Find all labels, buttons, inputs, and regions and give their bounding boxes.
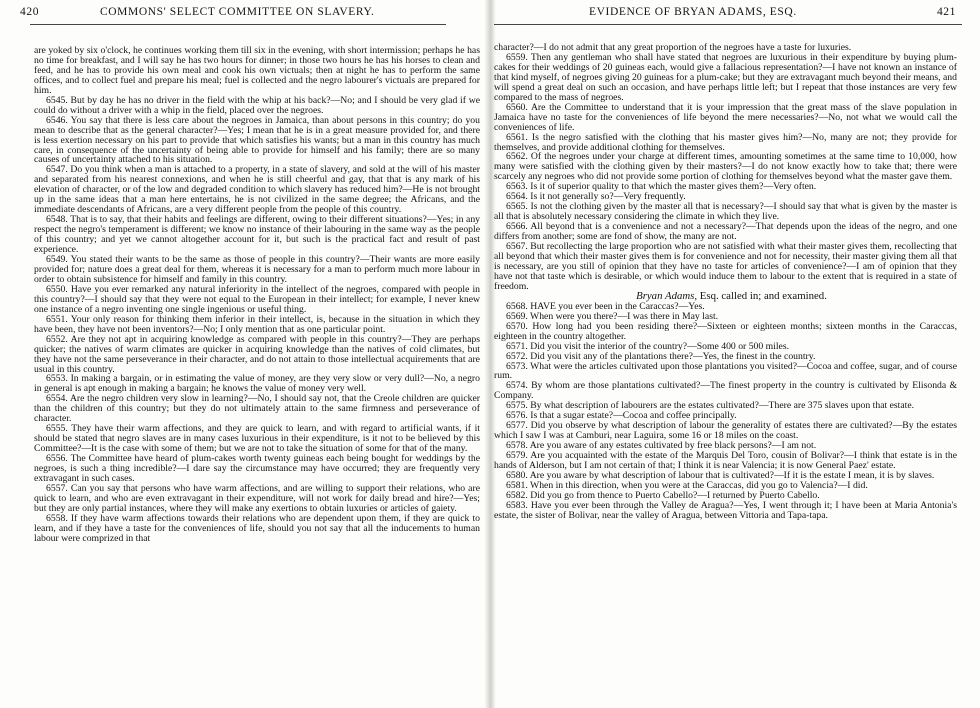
- question-number: 6568.: [506, 300, 528, 312]
- left-running-title: COMMONS' SELECT COMMITTEE ON SLAVERY.: [100, 6, 375, 18]
- right-text-after-witness: [494, 302, 957, 521]
- question-number: 6565.: [506, 201, 528, 213]
- right-body-text: [494, 43, 957, 706]
- question-paragraph: [494, 322, 957, 342]
- question-paragraph: [34, 424, 480, 454]
- question-text: How long had you been residing there?—Sixteen or eighteen months; sixteen months in the Caraccas, eighteen in the country altogether.: [494, 320, 957, 342]
- question-number: 6545.: [46, 94, 68, 106]
- question-paragraph: [34, 454, 480, 484]
- question-paragraph: [34, 394, 480, 424]
- question-text: When in this direction, when you were at the Caraccas, did you go to Valencia?—I did.: [530, 479, 868, 491]
- question-text: Are they not apt in acquiring knowledge as compared with people in this country?—They are perhaps quicker; the natives of warm climates are quicker in acquiring knowledge than the natives of cold climates, but they have not the same perseverance in their character, and do not attain to those intellectual acquirements that are usual in this country.: [34, 333, 480, 375]
- left-body-text: [34, 46, 480, 706]
- question-number: 6569.: [506, 310, 528, 322]
- question-paragraph: [494, 242, 957, 292]
- question-paragraph: [34, 315, 480, 335]
- question-number: 6576.: [506, 410, 528, 422]
- question-number: 6548.: [46, 214, 68, 226]
- question-number: 6556.: [46, 453, 68, 465]
- question-number: 6561.: [506, 131, 528, 143]
- question-number: 6555.: [46, 423, 68, 435]
- left-head-rule: [30, 24, 446, 25]
- question-paragraph: [34, 165, 480, 215]
- question-number: 6552.: [46, 333, 68, 345]
- right-page: [494, 0, 980, 708]
- question-number: 6566.: [506, 221, 528, 233]
- question-number: 6571.: [506, 340, 528, 352]
- question-paragraph: [34, 255, 480, 285]
- witness-called-in: Esq. called in; and examined.: [699, 289, 827, 302]
- question-number: 6563.: [506, 181, 528, 193]
- question-paragraph: [34, 215, 480, 255]
- question-paragraph: [494, 133, 957, 153]
- question-number: 6572.: [506, 350, 528, 362]
- question-paragraph: [34, 335, 480, 375]
- question-paragraph: [34, 285, 480, 315]
- question-number: 6574.: [506, 380, 528, 392]
- question-text: Have you ever remarked any natural inferiority in the intellect of the negroes, compared with people in this country?—I should say that they were not equal to the European in their intellect; for example, I never knew one instance of a negro inventing one single ingenious or useful thing.: [34, 283, 480, 315]
- question-number: 6562.: [506, 151, 528, 163]
- question-number: 6564.: [506, 191, 528, 203]
- question-number: 6559.: [506, 51, 528, 63]
- question-text: Are you acquainted with the estate of the Marquis Del Toro, cousin of Bolivar?—I think that estate is in the hands of Alderson, but I am not certain of that; I think it is near Valencia; it is now General Paez' estate.: [494, 450, 957, 472]
- question-text: You say that there is less care about the negroes in Jamaica, than about persons in this country; do you mean to describe that as the general character?—Yes; I mean that he is in a great measure provided for, and there is less exertion necessary on his part to provide that which satisfies his wants; but a man in this country has much care, in consequence of the uncertainty of being able to provide for himself and his family; there are so many causes of uncertainty attached to his situation.: [34, 114, 480, 166]
- question-number: 6560.: [506, 101, 528, 113]
- question-paragraph: [494, 222, 957, 242]
- right-running-head: [514, 6, 970, 20]
- question-paragraph: [494, 202, 957, 222]
- question-paragraph: [34, 96, 480, 116]
- question-text: Did you visit the interior of the country?—Some 400 or 500 miles.: [530, 340, 790, 352]
- question-paragraph: [494, 421, 957, 441]
- question-number: 6578.: [506, 440, 528, 452]
- question-text: Can you say that persons who have warm affections, and are willing to support their relations, who are quick to learn, and who are even extravagant in their expenditure, will not work for daily bread and hire?—Yes; but they are only partial instances, where they will make any exertions to obtain luxuries or articles of gaiety.: [34, 482, 480, 514]
- question-paragraph: [494, 381, 957, 401]
- question-text: Your only reason for thinking them inferior in their intellect, is, because in the situation in which they have been, they have not been inventors?—No; I only mention that as one particular point.: [34, 313, 481, 335]
- question-text: If they have warm affections towards their relations who are dependent upon them, if they are quick to learn, and if they have a taste for the conveniences of life, should you not say that all the inducements to human labour were comprized in that: [34, 512, 480, 544]
- question-text: HAVE you ever been in the Caraccas?—Yes.: [530, 300, 705, 312]
- question-paragraph: [34, 514, 480, 544]
- question-number: 6558.: [46, 512, 68, 524]
- question-text: Did you go from thence to Puerto Cabello?—I returned by Puerto Cabello.: [530, 489, 820, 501]
- question-number: 6579.: [506, 450, 528, 462]
- question-number: 6550.: [46, 283, 68, 295]
- question-text: In making a bargain, or in estimating the value of money, are they very slow or very dull?—No, a negro in general is apt enough in making a bargain; he knows the value of money very well.: [34, 373, 480, 395]
- question-number: 6580.: [506, 469, 528, 481]
- question-text: character?—I do not admit that any great proportion of the negroes have a taste for luxuries.: [494, 42, 852, 53]
- question-text: Did you observe by what description of labour the generality of estates there are cultivated?—By the estates which I saw I was at Camburi, near Laguira, some 16 or 18 miles on the coast.: [494, 420, 957, 442]
- question-text: What were the articles cultivated upon those plantations you visited?—Cocoa and coffee, sugar, and of course rum.: [494, 360, 957, 382]
- question-paragraph: [34, 484, 480, 514]
- question-number: 6553.: [46, 373, 68, 385]
- question-paragraph: [34, 46, 480, 96]
- question-text: That is to say, that their habits and feelings are different, owing to their different situations?—Yes; in any respect the negro's temperament is different; we know no instance of their labouring in the same way as the people of this country; and yet we cannot altogether account for it, but such is the practical fact and result of past experience.: [34, 214, 481, 256]
- question-text: Do you think when a man is attached to a property, in a state of slavery, and sold at the will of his master and separated from his nearest connexions, and when he is still cheerful and gay, that that is any mark of his elevation of character, or of the low and degraded condition to which slavery has reduced him?—He is not brought up in the same ideas that a man here entertains, he is not civilized in the same degree; the Africans, and the immediate descendants of Africans, are a very different people from the people of this country.: [34, 164, 481, 216]
- question-number: 6557.: [46, 482, 68, 494]
- question-text: Are the Committee to understand that it is your impression that the great mass of the slave population in Jamaica have no taste for the conveniences of life beyond the mere necessaries?—No, not what we would call the conveniences of life.: [494, 101, 957, 133]
- question-paragraph: [494, 501, 957, 521]
- question-paragraph: [34, 374, 480, 394]
- question-text: Then any gentleman who shall have stated that negroes are luxurious in their expenditure by buying plum-cakes for their weddings of 20 guineas each, would give a fallacious representation?—I have not known an instance of that kind myself, of negroes giving 20 guineas for a plum-cake; but they are extravagant much beyond their means, and will spend a great deal on such an occasion, and have perhaps little left; but I repeat that those instances are very few compared to the mass of negroes.: [494, 51, 958, 103]
- question-text: Are you aware of any estates cultivated by free black persons?—I am not.: [529, 440, 817, 452]
- question-number: 6551.: [46, 313, 68, 325]
- question-text: Are you aware by what description of labour that is cultivated?—If it is the estate I mean, it is by slaves.: [529, 469, 935, 481]
- question-paragraph: [494, 53, 957, 103]
- question-text: Is not the clothing given by the master all that is necessary?—I should say that what is given by the master is all that is absolutely necessary considering the climate in which they live.: [494, 201, 958, 223]
- witness-name: Bryan Adams,: [636, 289, 698, 302]
- question-number: 6567.: [506, 241, 528, 253]
- question-number: 6583.: [506, 499, 528, 511]
- question-text: Is it not generally so?—Very frequently.: [530, 191, 686, 203]
- question-text: All beyond that is a convenience and not a necessary?—That depends upon the ideas of the negro, and one differs from another; some are fond of show, the many are not.: [494, 221, 958, 243]
- question-paragraph: [494, 362, 957, 382]
- right-head-rule: [494, 24, 962, 25]
- question-text: Is that a sugar estate?—Cocoa and coffee principally.: [530, 410, 737, 422]
- question-paragraph: [494, 451, 957, 471]
- question-text: By whom are those plantations cultivated?—The finest property in the country is cultivated by Elisonda & Company.: [494, 380, 958, 402]
- left-page-number: 420: [20, 6, 40, 18]
- question-number: 6546.: [46, 114, 68, 126]
- question-number: 6549.: [46, 254, 68, 266]
- question-text: Did you visit any of the plantations there?—Yes, the finest in the country.: [530, 350, 816, 362]
- right-text-before-witness: [494, 43, 957, 292]
- question-text: When were you there?—I was there in May last.: [530, 310, 719, 322]
- question-number: 6582.: [506, 489, 528, 501]
- question-text: Are the negro children very slow in learning?—No, I should say not, that the Creole children are quicker than the children of this country; but they do not ultimately attain to the same firmness and perseverance of character.: [34, 393, 480, 425]
- question-number: 6554.: [46, 393, 68, 405]
- question-text: But recollecting the large proportion who are not satisfied with what their master gives them, recollecting that all beyond that which their master gives them is for convenience and not for necessity, their master giving them all that is necessary, are you still of opinion that they have no taste for articles of convenience?—I am of opinion that they have not that taste which is desirable, or which would induce them to labour to the extent that is required in a state of freedom.: [494, 241, 958, 292]
- question-text: Of the negroes under your charge at different times, amounting sometimes at the same time to 10,000, how many were satisfied with the clothing given by their masters?—I do not know exactly how to take that; there were scarcely any negroes who did not provide some portion of clothing for themselves beyond what the master gave them.: [494, 151, 957, 183]
- question-text: By what description of labourers are the estates cultivated?—There are 375 slaves upon that estate.: [530, 400, 915, 412]
- question-number: 6577.: [506, 420, 528, 432]
- right-running-title: EVIDENCE OF BRYAN ADAMS, ESQ.: [589, 6, 797, 18]
- question-number: 6570.: [506, 320, 528, 332]
- right-page-number: 421: [936, 6, 956, 18]
- question-number: 6547.: [46, 164, 68, 176]
- question-paragraph: [34, 116, 480, 166]
- question-text: You stated their wants to be the same as those of people in this country?—Their wants are more easily provided for; nature does a great deal for them, whereas it is necessary for a man to perform much more labour in order to obtain subsistence for himself and family in this country.: [34, 254, 481, 285]
- question-number: 6575.: [506, 400, 528, 412]
- question-paragraph: [494, 103, 957, 133]
- question-text: The Committee have heard of plum-cakes worth twenty guineas each being bought for weddings by the negroes, is such a thing incredible?—I dare say the circumstance may have occurred; they are frequently very extravagant in such cases.: [34, 453, 480, 484]
- question-paragraph: [494, 152, 957, 182]
- question-text: Have you ever been through the Valley de Aragua?—Yes, I went through it; I have been at Maria Antonia's estate, the sister of Bolivar, near the valley of Aragua, between Vittoria and Tapa-tapa.: [494, 499, 957, 521]
- question-text: Is it of superior quality to that which the master gives them?—Very often.: [530, 181, 817, 193]
- left-page: [0, 0, 486, 708]
- question-text: They have their warm affections, and they are quick to learn, and with regard to artificial wants, if it should be stated that negro slaves are in many cases luxurious in their expenditure, is it not to be believed by this Committee?—It is the case with some of them; but we are not to take the situation of some for that of the many.: [34, 423, 480, 455]
- left-running-head: [20, 6, 476, 20]
- question-number: 6581.: [506, 479, 528, 491]
- question-text: But by day he has no driver in the field with the whip at his back?—No; and I should be very glad if we could do without a driver with a whip in the field, placed over the negroes.: [34, 94, 481, 116]
- question-number: 6573.: [506, 360, 528, 372]
- question-text: Is the negro satisfied with the clothing that his master gives him?—No, many are not; they provide for themselves, and provide additional clothing for themselves.: [494, 131, 958, 153]
- question-text: are yoked by six o'clock, he continues working them till six in the evening, with short intermission; perhaps he has no time for breakfast, and I will say he has two hours for dinner; in those two hours he has his horses to clean and feed, and he has to provide his own meal and cook his own victuals; then at night he has to perform the same offices, and to collect fuel and prepare his meal; fuel is collected and the negro labourer's victuals are prepared for him.: [34, 45, 480, 96]
